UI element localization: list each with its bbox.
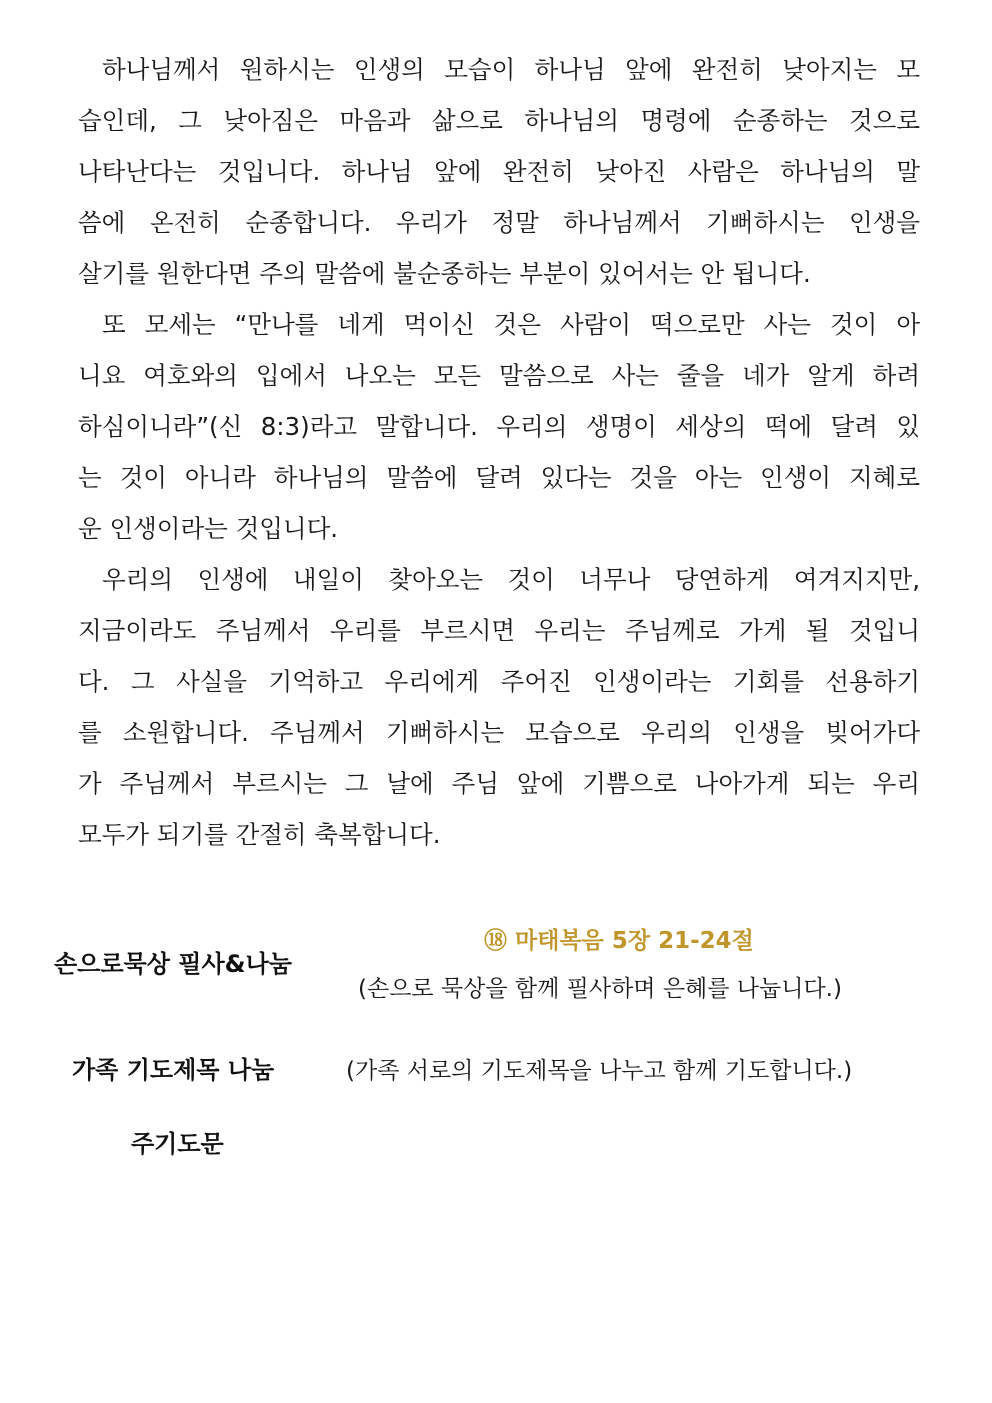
paragraph-1-line-4: 씀에 온전히 순종합니다. 우리가 정말 하나님께서 기뻐하시는 인생을 (78, 208, 920, 237)
body-text (78, 44, 920, 860)
handwriting-note: (손으로 묵상을 함께 필사하며 은혜를 나눕니다.) (358, 976, 842, 1002)
paragraph-1-line-2: 습인데, 그 낮아짐은 마음과 삶으로 하나님의 명령에 순종하는 것으로 (78, 106, 920, 135)
paragraph-1-line-5: 살기를 원한다면 주의 말씀에 불순종하는 부분이 있어서는 안 됩니다. (78, 259, 811, 288)
paragraph-3-line-3: 다. 그 사실을 기억하고 우리에게 주어진 인생이라는 기회를 선용하기 (78, 667, 920, 696)
paragraph-3-line-6: 모두가 되기를 간절히 축복합니다. (78, 820, 441, 849)
paragraph-3-line-1: 우리의 인생에 내일이 찾아오는 것이 너무나 당연하게 여겨지지만, (102, 565, 920, 594)
paragraph-2-line-2: 니요 여호와의 입에서 나오는 모든 말씀으로 사는 줄을 네가 알게 하려 (78, 361, 920, 390)
paragraph-3-line-5: 가 주님께서 부르시는 그 날에 주님 앞에 기쁨으로 나아가게 되는 우리 (78, 769, 920, 798)
family-prayer-label: 가족 기도제목 나눔 (72, 1056, 275, 1084)
lords-prayer-label: 주기도문 (131, 1130, 224, 1158)
paragraph-2-line-4: 는 것이 아니라 하나님의 말씀에 달려 있다는 것을 아는 인생이 지혜로 (78, 463, 920, 492)
handwriting-label: 손으로묵상 필사&나눔 (54, 950, 292, 978)
paragraph-2-line-1: 또 모세는 “만나를 네게 먹이신 것은 사람이 떡으로만 사는 것이 아 (102, 310, 920, 339)
paragraph-3-line-4: 를 소원합니다. 주님께서 기뻐하시는 모습으로 우리의 인생을 빚어가다 (78, 718, 920, 747)
paragraph-1-line-3: 나타난다는 것입니다. 하나님 앞에 완전히 낮아진 사람은 하나님의 말 (78, 157, 920, 186)
scripture-reference: ⑱ 마태복음 5장 21-24절 (484, 928, 754, 954)
family-prayer-note: (가족 서로의 기도제목을 나누고 함께 기도합니다.) (346, 1058, 853, 1084)
paragraph-1-line-1: 하나님께서 원하시는 인생의 모습이 하나님 앞에 완전히 낮아지는 모 (102, 55, 920, 84)
paragraph-2-line-5: 운 인생이라는 것입니다. (78, 514, 339, 543)
paragraph-3-line-2: 지금이라도 주님께서 우리를 부르시면 우리는 주님께로 가게 될 것입니 (78, 616, 920, 645)
paragraph-2-line-3: 하심이니라”(신 8:3)라고 말합니다. 우리의 생명이 세상의 떡에 달려 있 (78, 412, 920, 441)
